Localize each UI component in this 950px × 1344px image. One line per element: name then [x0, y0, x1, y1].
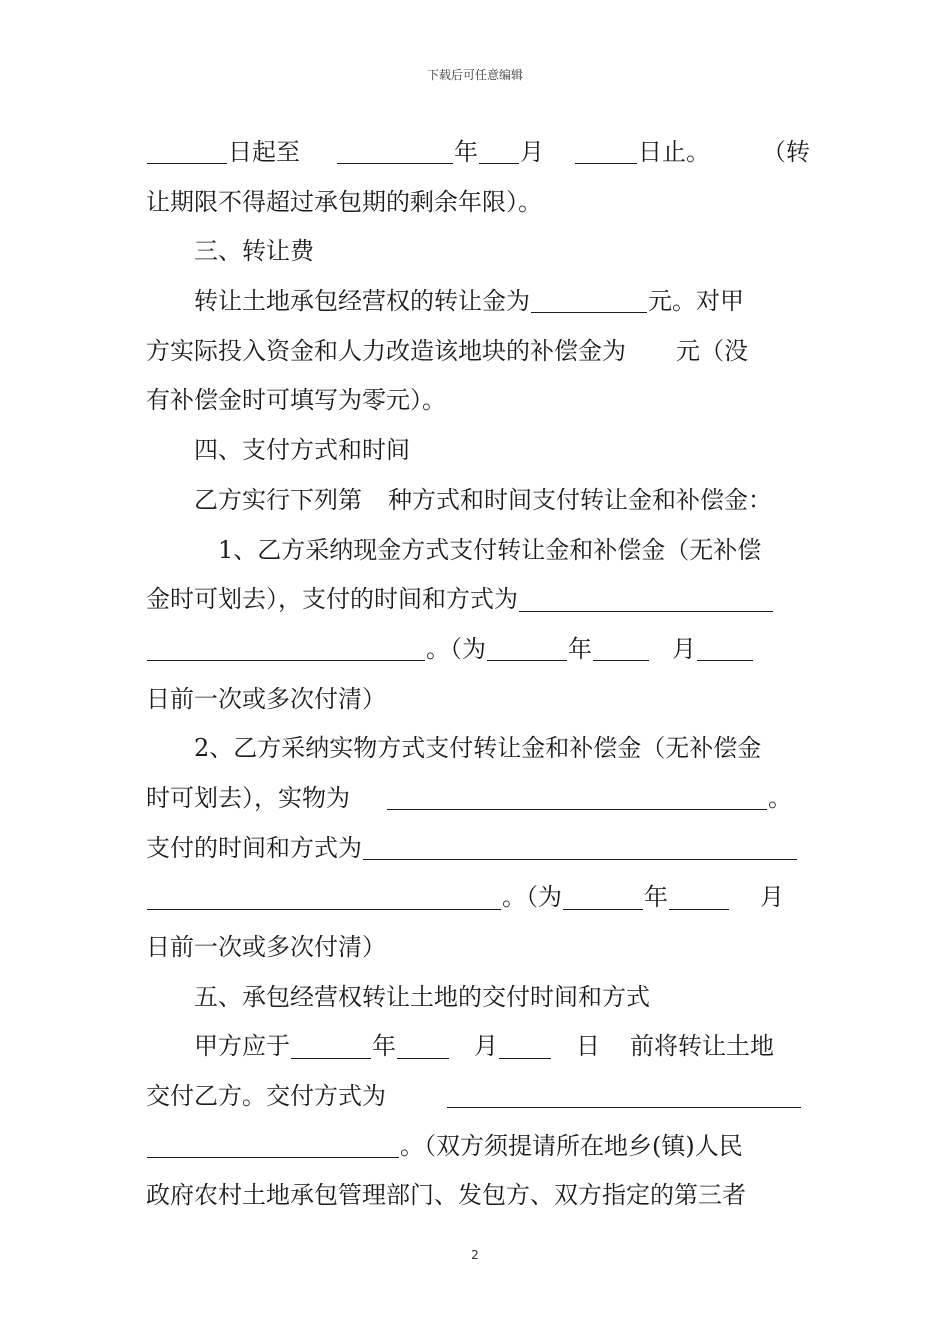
text-line-11: 。（为 年 月: [146, 625, 810, 675]
blank-field: [593, 638, 649, 661]
blank-field: [563, 887, 643, 910]
blank-field: [147, 887, 501, 910]
text-line-21: 。（双方须提请所在地乡(镇)人民: [146, 1122, 810, 1172]
blank-field: [479, 141, 519, 164]
text-line-12: 日前一次或多次付清）: [146, 684, 386, 713]
text-line-13: 2、乙方采纳实物方式支付转让金和补偿金（无补偿金: [194, 734, 762, 763]
blank-field: [337, 141, 453, 164]
blank-field: [291, 1036, 371, 1059]
text-line-15: 支付的时间和方式为: [146, 824, 810, 874]
text-line-5: 方实际投入资金和人力改造该地块的补偿金为 元（没: [146, 336, 748, 365]
blank-field: [499, 1036, 551, 1059]
text-line-4: 转让土地承包经营权的转让金为 元。对甲: [194, 287, 744, 316]
blank-field: [147, 141, 227, 164]
page-header: 下载后可任意编辑: [426, 68, 523, 82]
text-line-9: 1、乙方采纳现金方式支付转让金和补偿金（无补偿: [218, 535, 762, 564]
blank-field: [669, 887, 729, 910]
blank-field: [397, 1036, 449, 1059]
page-number: 2: [471, 1248, 479, 1262]
text-line-10: 金时可划去），支付的时间和方式为: [146, 575, 810, 625]
text-line-17: 日前一次或多次付清）: [146, 933, 386, 961]
text-line-1: 日起至 年 月 日止。 （转: [146, 128, 810, 178]
document-body: [146, 128, 810, 1221]
blank-field: [697, 638, 753, 661]
blank-field: [363, 837, 797, 860]
blank-field: [531, 290, 647, 313]
section-heading-4: 四、支付方式和时间: [194, 436, 410, 465]
blank-field: [147, 638, 425, 661]
blank-field: [387, 787, 767, 810]
text-line-6: 有补偿金时可填写为零元）。: [146, 386, 446, 415]
text-line-14: 时可划去），实物为 。: [146, 783, 792, 812]
text-line-16: 。（为 年 月: [146, 873, 810, 923]
blank-field: [575, 141, 637, 164]
blank-field: [447, 1085, 801, 1108]
text-line-8: 乙方实行下列第 种方式和时间支付转让金和补偿金：: [194, 485, 772, 514]
text-line-19: 甲方应于 年 月 日 前将转让土地: [194, 1032, 774, 1061]
text-line-22: 政府农村土地承包管理部门、发包方、双方指定的第三者: [146, 1181, 746, 1210]
blank-field: [147, 1135, 399, 1158]
blank-field: [487, 638, 567, 661]
blank-field: [519, 589, 773, 612]
section-heading-3: 三、转让费: [194, 237, 314, 266]
section-heading-5: 五、承包经营权转让土地的交付时间和方式: [194, 982, 650, 1011]
text-line-2: 让期限不得超过承包期的剩余年限）。: [146, 187, 542, 216]
text-line-20: 交付乙方。交付方式为: [146, 1072, 810, 1122]
